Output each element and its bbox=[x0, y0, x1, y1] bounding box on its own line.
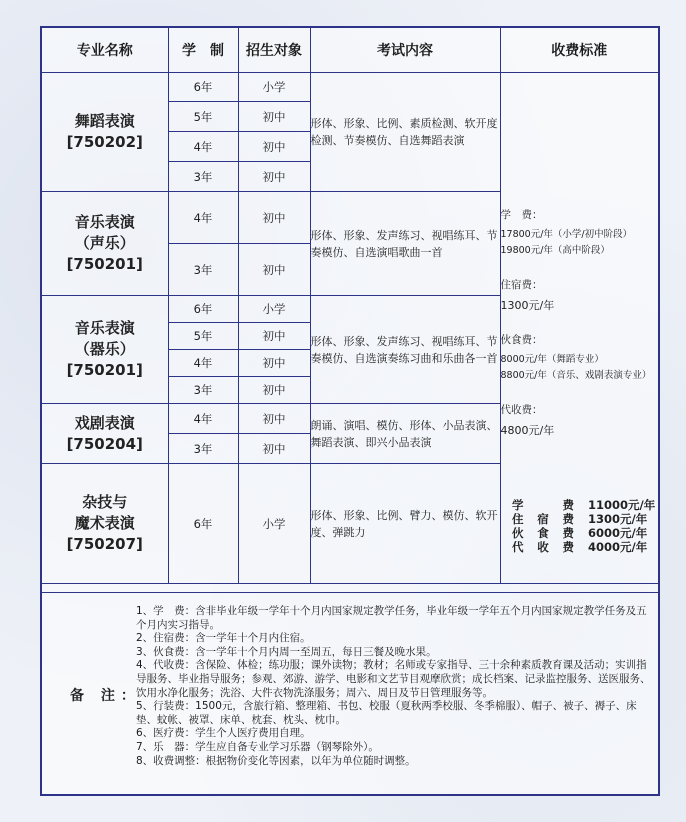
major-code: [750202] bbox=[66, 133, 143, 151]
major-name-line2: 魔术表演 bbox=[74, 514, 135, 532]
fee-troupe bbox=[502, 498, 664, 554]
exam-vocal: 形体、形象、发声练习、视唱练耳、节奏模仿、自选演唱歌曲一首 bbox=[310, 192, 500, 296]
fee-troupe-row bbox=[512, 526, 664, 540]
fee-agency-value: 4800元/年 bbox=[500, 424, 555, 437]
table-header-row bbox=[42, 28, 658, 73]
fee-troupe-row bbox=[512, 498, 664, 512]
duration-cell: 4年 bbox=[168, 350, 238, 377]
target-cell: 初中 bbox=[238, 162, 310, 192]
header-target: 招生对象 bbox=[238, 28, 310, 73]
duration-cell: 6年 bbox=[168, 73, 238, 102]
remark-item: 2、住宿费：含一学年十个月内住宿。 bbox=[136, 632, 311, 645]
remarks-section bbox=[42, 592, 658, 794]
fee-troupe-label: 学费 bbox=[512, 498, 574, 512]
major-vocal bbox=[42, 192, 168, 296]
fee-tuition-line: 17800元/年（小学/初中阶段） bbox=[500, 229, 633, 240]
fee-lodging-label: 住宿费： bbox=[500, 279, 543, 291]
major-drama bbox=[42, 404, 168, 464]
remark-item: 1、学 费：含非毕业年级一学年十个月内国家规定教学任务，毕业年级一学年五个月内国家规定教学任务及五个月内实习指导。 bbox=[136, 605, 647, 631]
fee-agency bbox=[501, 402, 659, 439]
fee-meal bbox=[501, 332, 659, 384]
fee-table-frame bbox=[40, 26, 660, 796]
fee-troupe-value: 4000元/年 bbox=[588, 540, 648, 554]
target-cell: 小学 bbox=[238, 73, 310, 102]
fee-meal-line: 8800元/年（音乐、戏剧表演专业） bbox=[500, 370, 652, 381]
remarks-label: 备 注： bbox=[70, 688, 141, 704]
remark-item: 7、乐 器：学生应自备专业学习乐器（钢琴除外）。 bbox=[136, 740, 379, 753]
target-cell: 初中 bbox=[238, 434, 310, 464]
target-cell: 小学 bbox=[238, 464, 310, 584]
target-cell: 初中 bbox=[238, 244, 310, 296]
major-name: 舞蹈表演 bbox=[74, 112, 135, 130]
major-name: 戏剧表演 bbox=[74, 413, 135, 432]
remark-item: 4、代收费：含保险、体检；练功服；课外读物；教材；名师或专家指导、三十余种素质教育课及活动；实训指导服务、毕业指导服务；参观、郊游、游学、电影和文艺节目观摩欣赏；成长档案、记录监控服务、送医服务、饮用水净化服务；洗浴、大件衣物洗涤服务；周六、周日及节日管理服务等。 bbox=[136, 659, 651, 699]
major-sub: （声乐） bbox=[74, 234, 135, 252]
exam-drama: 朗诵、演唱、模仿、形体、小品表演、舞蹈表演、即兴小品表演 bbox=[310, 404, 500, 464]
duration-cell: 3年 bbox=[168, 434, 238, 464]
duration-cell: 3年 bbox=[168, 377, 238, 404]
fee-meal-label: 伙食费： bbox=[500, 334, 543, 346]
duration-cell: 5年 bbox=[168, 102, 238, 132]
target-cell: 初中 bbox=[238, 132, 310, 162]
target-cell: 初中 bbox=[238, 350, 310, 377]
remarks-list bbox=[136, 605, 652, 768]
exam-instrumental: 形体、形象、发声练习、视唱练耳、节奏模仿、自选演奏练习曲和乐曲各一首 bbox=[310, 296, 500, 404]
major-acrobatics bbox=[42, 464, 168, 584]
fee-lodging bbox=[501, 277, 659, 314]
header-exam: 考试内容 bbox=[310, 28, 500, 73]
target-cell: 初中 bbox=[238, 323, 310, 350]
fee-troupe-value: 6000元/年 bbox=[588, 526, 648, 540]
duration-cell: 3年 bbox=[168, 244, 238, 296]
fee-tuition bbox=[501, 207, 659, 259]
duration-cell: 5年 bbox=[168, 323, 238, 350]
duration-cell: 4年 bbox=[168, 132, 238, 162]
major-name: 杂技与 bbox=[82, 493, 128, 511]
fee-troupe-value: 1300元/年 bbox=[588, 512, 648, 526]
fee-lodging-value: 1300元/年 bbox=[500, 299, 555, 312]
fee-tuition-label: 学 费： bbox=[500, 209, 543, 221]
duration-cell: 6年 bbox=[168, 464, 238, 584]
header-major: 专业名称 bbox=[42, 28, 168, 73]
table-row bbox=[42, 73, 658, 102]
major-instrumental bbox=[42, 296, 168, 404]
major-code: [750201] bbox=[66, 255, 143, 273]
fee-meal-line: 8000元/年（舞蹈专业） bbox=[500, 354, 604, 365]
exam-dance: 形体、形象、比例、素质检测、软开度检测、节奏模仿、自选舞蹈表演 bbox=[310, 73, 500, 192]
remark-item: 3、伙食费：含一学年十个月内周一至周五，每日三餐及晚水果。 bbox=[136, 645, 437, 658]
fee-troupe-label: 住宿费 bbox=[512, 512, 574, 526]
fee-troupe-label: 伙食费 bbox=[512, 526, 574, 540]
major-dance bbox=[42, 73, 168, 192]
target-cell: 初中 bbox=[238, 404, 310, 434]
target-cell: 小学 bbox=[238, 296, 310, 323]
duration-cell: 3年 bbox=[168, 162, 238, 192]
target-cell: 初中 bbox=[238, 102, 310, 132]
target-cell: 初中 bbox=[238, 192, 310, 244]
duration-cell: 4年 bbox=[168, 192, 238, 244]
duration-cell: 6年 bbox=[168, 296, 238, 323]
duration-cell: 4年 bbox=[168, 404, 238, 434]
major-name: 音乐表演 bbox=[74, 319, 135, 337]
major-sub: （器乐） bbox=[74, 340, 135, 358]
fee-troupe-label: 代收费 bbox=[512, 540, 574, 554]
header-duration: 学 制 bbox=[168, 28, 238, 73]
fee-troupe-value: 11000元/年 bbox=[588, 498, 656, 512]
fee-agency-label: 代收费： bbox=[500, 404, 543, 416]
target-cell: 初中 bbox=[238, 377, 310, 404]
exam-acrobatics: 形体、形象、比例、臂力、模仿、软开度、弹跳力 bbox=[310, 464, 500, 584]
header-fee: 收费标准 bbox=[500, 28, 658, 73]
remark-item: 6、医疗费：学生个人医疗费用自理。 bbox=[136, 727, 311, 740]
remark-item: 5、行装费：1500元，含旅行箱、整理箱、书包、校服（夏秋两季校服、冬季棉服）、帽子、被子、褥子、床垫、蚊帐、被罩、床单、枕套、枕头、枕巾。 bbox=[136, 700, 637, 726]
major-name: 音乐表演 bbox=[74, 213, 135, 231]
major-code: [750201] bbox=[66, 361, 143, 379]
major-code: [750207] bbox=[66, 535, 143, 553]
remark-item: 8、收费调整：根据物价变化等因素，以年为单位随时调整。 bbox=[136, 754, 416, 767]
fee-troupe-row bbox=[512, 540, 664, 554]
fee-tuition-line: 19800元/年（高中阶段） bbox=[500, 245, 610, 256]
fee-troupe-row bbox=[512, 512, 664, 526]
major-code: [750204] bbox=[66, 434, 143, 453]
